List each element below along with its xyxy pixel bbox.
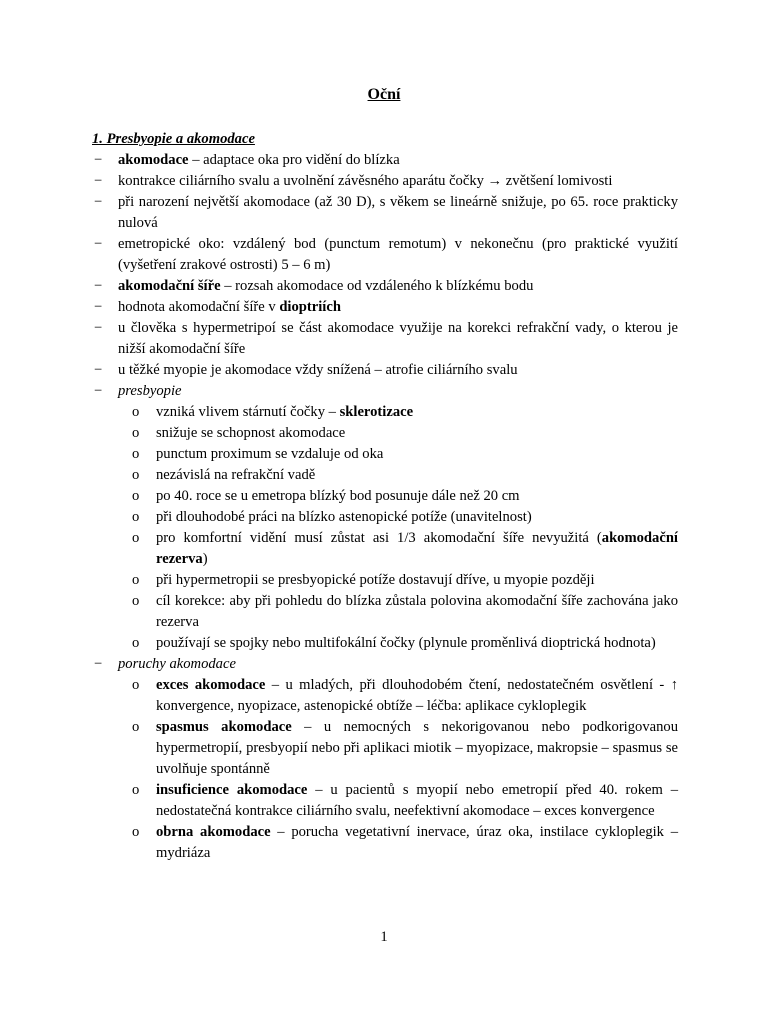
circle-bullet: o [132,719,140,735]
circle-bullet: o [132,425,140,441]
circle-bullet: o [132,782,140,798]
sub-item: o používají se spojky nebo multifokální čočky (plynule proměnlivá dioptrická hodnota) [92,633,678,654]
circle-bullet: o [132,446,140,462]
page-number: 1 [380,929,388,945]
sub-item: o při hypermetropii se presbyopické potíže dostavují dříve, u myopie později [92,570,678,591]
list-item: − akomodace – adaptace oka pro vidění do blízka [92,150,678,171]
dash-bullet: − [94,152,103,168]
circle-bullet: o [132,530,140,546]
dash-bullet: − [94,656,103,672]
list-item: − kontrakce ciliárního svalu a uvolnění závěsného aparátu čočky → zvětšení lomivosti [92,171,678,192]
circle-bullet: o [132,404,140,420]
page-title: Oční [367,86,401,103]
list-item: − při narození největší akomodace (až 30 D), s věkem se lineárně snižuje, po 65. roce prakticky nulová [94,194,678,231]
sub-item: o snižuje se schopnost akomodace [92,423,678,444]
circle-bullet: o [132,677,140,693]
circle-bullet: o [132,593,140,609]
dash-bullet: − [94,362,103,378]
dash-bullet: − [94,194,103,210]
main-list [92,150,678,864]
sub-item: o vzniká vlivem stárnutí čočky – sklerotizace [92,402,678,423]
sub-item: o punctum proximum se vzdaluje od oka [92,444,678,465]
sub-item: o exces akomodace – u mladých, při dlouhodobém čtení, nedostatečném osvětlení - ↑ konvergence, nyopizace, astenopické obtíže – léčba: aplikace cykloplegik [132,677,678,714]
list-item: − hodnota akomodační šíře v dioptriích [92,297,678,318]
sub-item: o cíl korekce: aby při pohledu do blízka zůstala polovina akomodační šíře zachována jako rezerva [132,593,678,630]
dash-bullet: − [94,236,103,252]
sub-item: o obrna akomodace – porucha vegetativní inervace, úraz oka, instilace cykloplegik – mydriáza [132,824,679,861]
dash-bullet: − [94,320,103,336]
list-item-presbyopie: − presbyopie [92,381,678,402]
sub-item: o nezávislá na refrakční vadě [92,465,678,486]
circle-bullet: o [132,824,140,840]
list-item-poruchy: − poruchy akomodace [92,654,678,675]
dash-bullet: − [94,173,103,189]
circle-bullet: o [132,572,140,588]
circle-bullet: o [132,635,140,651]
dash-bullet: − [94,383,103,399]
sub-item: o spasmus akomodace – u nemocných s nekorigovanou nebo podkorigovanou hypermetropií, presbyopií nebo při aplikaci miotik – myopizace, makropsie – spasmus se uvolňuje spontánně [132,719,678,777]
list-item: − akomodační šíře – rozsah akomodace od vzdáleného k blízkému bodu [92,276,678,297]
sub-item: o pro komfortní vidění musí zůstat asi 1/3 akomodační šíře nevyužitá (akomodační rezerva) [132,530,678,567]
circle-bullet: o [132,467,140,483]
list-item: − u člověka s hypermetripoí se část akomodace využije na korekci refrakční vady, o kterou je nižší akomodační šíře [94,320,678,357]
sub-item: o insuficience akomodace – u pacientů s myopií nebo emetropií před 40. rokem – nedostatečná kontrakce ciliárního svalu, neefektivní akomodace – exces konvergence [132,782,678,819]
section-heading: 1. Presbyopie a akomodace [92,131,255,147]
list-item: − u těžké myopie je akomodace vždy snížená – atrofie ciliárního svalu [92,360,678,381]
list-item: − emetropické oko: vzdálený bod (punctum remotum) v nekonečnu (pro praktické využití (vyšetření zrakové ostrosti) 5 – 6 m) [94,236,678,273]
circle-bullet: o [132,509,140,525]
dash-bullet: − [94,299,103,315]
circle-bullet: o [132,488,140,504]
sub-item: o při dlouhodobé práci na blízko astenopické potíže (unavitelnost) [92,507,678,528]
sub-item: o po 40. roce se u emetropa blízký bod posunuje dále než 20 cm [92,486,678,507]
dash-bullet: − [94,278,103,294]
